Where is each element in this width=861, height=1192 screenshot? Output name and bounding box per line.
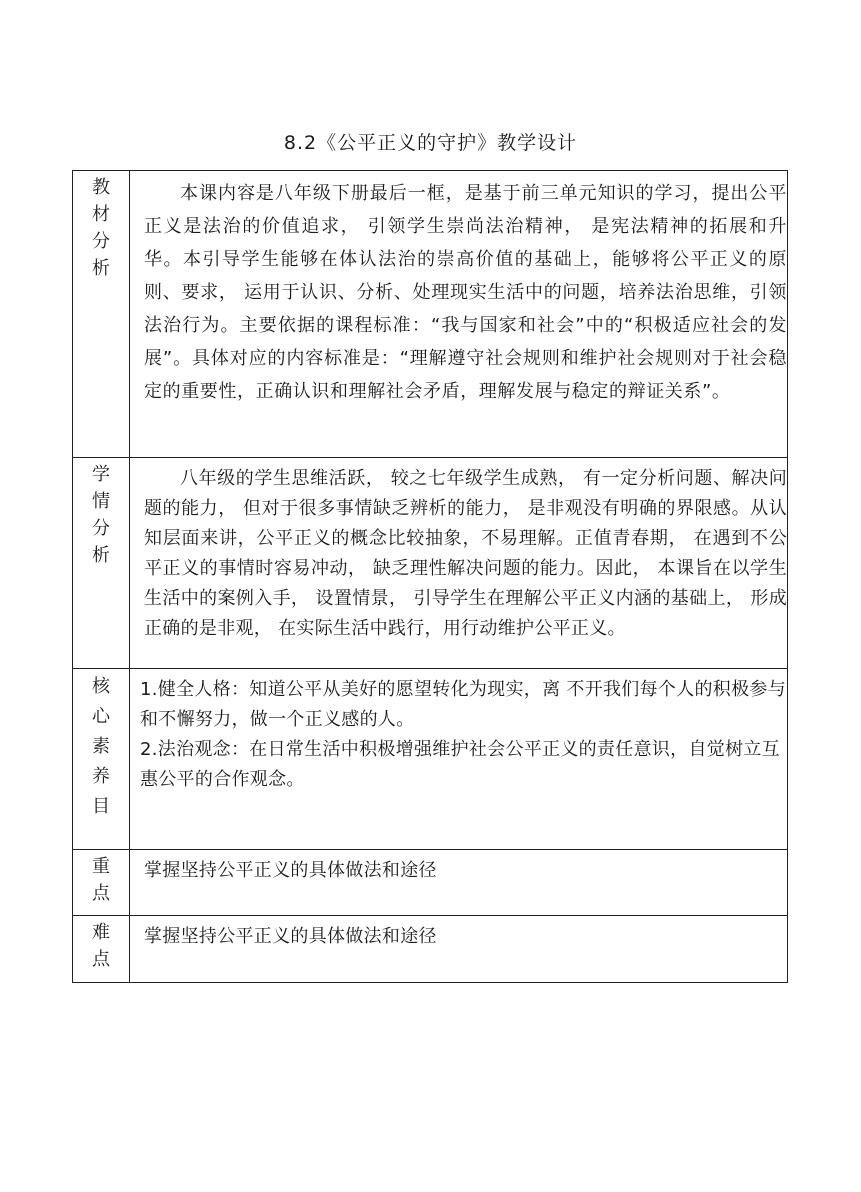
- row-label-cell: [73, 458, 130, 669]
- row-content-cell: [130, 171, 788, 458]
- table-row-student-analysis: [73, 458, 788, 669]
- row-label-cell: [73, 171, 130, 458]
- row-label-cell: [73, 916, 130, 983]
- student-analysis-paragraph: 八年级的学生思维活跃， 较之七年级学生成熟， 有一定分析问题、解决问题的能力， 但对于很多事情缺乏辨析的能力， 是非观没有明确的界限感。从认知层面来讲，公平正义的概念比较抽象，不易理解。正值青春期， 在遇到不公平正义的事情时容易冲动， 缺乏理性解决问题的能力。因此， 本课旨在以学生生活中的案例入手， 设置情景， 引导学生在理解公平正义内涵的基础上， 形成正确的是非观， 在实际生活中践行，用行动维护公平正义。: [144, 468, 787, 639]
- table-row-textbook-analysis: [73, 171, 788, 458]
- row-label-cell: [73, 850, 130, 916]
- document-title: 8.2《公平正义的守护》教学设计: [283, 132, 578, 154]
- row-content-cell: [130, 916, 788, 983]
- textbook-analysis-paragraph: 本课内容是八年级下册最后一框，是基于前三单元知识的学习，提出公平正义是法治的价值追求， 引领学生崇尚法治精神， 是宪法精神的拓展和升华。本引导学生能够在体认法治的崇高价值的基础上，能够将公平正义的原则、要求， 运用于认识、分析、处理现实生活中的问题，培养法治思维，引领法治行为。主要依据的课程标准：“我与国家和社会”中的“积极适应社会的发展”。具体对应的内容标准是：“理解遵守社会规则和维护社会规则对于社会稳定的重要性，正确认识和理解社会矛盾，理解发展与稳定的辩证关系”。: [144, 183, 787, 402]
- table-row-key-point: [73, 850, 788, 916]
- row-label-student-analysis: 学情分析: [92, 464, 110, 566]
- row-label-core-literacy: 核心素养目: [92, 676, 110, 817]
- table-row-difficulty: [73, 916, 788, 983]
- row-label-key-point: 重点: [92, 856, 110, 904]
- lesson-plan-table: [72, 170, 788, 983]
- core-literacy-item-2: 2.法治观念：在日常生活中积极增强维护社会公平正义的责任意识，自觉树立互惠公平的合作观念。: [140, 739, 780, 790]
- difficulty-text: 掌握坚持公平正义的具体做法和途径: [144, 926, 437, 947]
- table-row-core-literacy: [73, 669, 788, 850]
- row-content-cell: [130, 458, 788, 669]
- core-literacy-item-1: 1.健全人格：知道公平从美好的愿望转化为现实，离 不开我们每个人的积极参与和不懈努力，做一个正义感的人。: [140, 679, 786, 730]
- row-content-cell: [130, 669, 788, 850]
- row-label-cell: [73, 669, 130, 850]
- key-point-text: 掌握坚持公平正义的具体做法和途径: [144, 860, 437, 881]
- row-label-difficulty: 难点: [92, 922, 110, 970]
- row-label-textbook-analysis: 教材分析: [92, 177, 110, 279]
- row-content-cell: [130, 850, 788, 916]
